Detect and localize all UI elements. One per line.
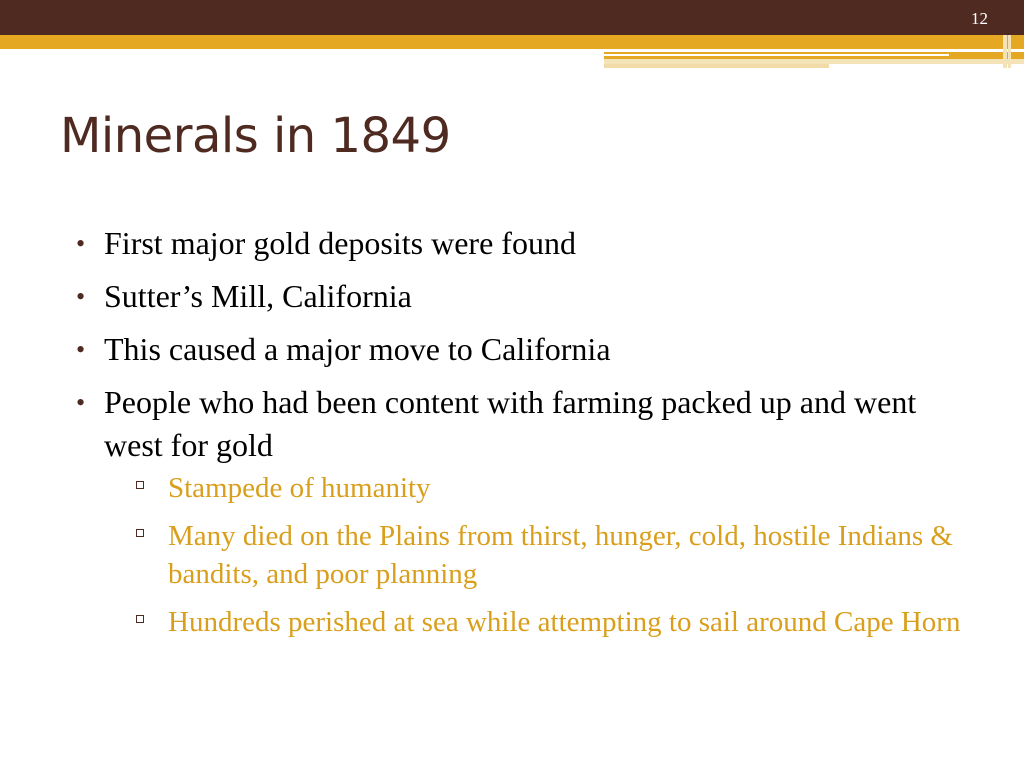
decorative-bar	[1003, 35, 1007, 68]
decorative-bar	[1008, 35, 1011, 68]
bullet-marker-icon: •	[76, 388, 86, 417]
bullet-marker-icon: •	[76, 229, 86, 258]
slide-number: 12	[971, 9, 988, 28]
sub-bullet-item	[136, 469, 976, 507]
sub-bullet-text: Many died on the Plains from thirst, hunger, cold, hostile Indians & bandits, and poor planning	[168, 520, 953, 590]
slide-title: Minerals in 1849	[60, 108, 451, 164]
decorative-line	[604, 54, 949, 56]
square-bullet-icon	[136, 615, 144, 623]
bullet-item	[76, 381, 976, 641]
sub-bullet-item	[136, 517, 976, 593]
decorative-strip	[604, 64, 829, 68]
bullet-text: People who had been content with farming packed up and went west for gold	[104, 384, 917, 463]
bullet-text: Sutter’s Mill, California	[104, 278, 412, 314]
header-gold-band	[0, 35, 1024, 49]
bullet-marker-icon: •	[76, 282, 86, 311]
bullet-text: This caused a major move to California	[104, 331, 611, 367]
bullet-marker-icon: •	[76, 335, 86, 364]
sub-bullet-text: Stampede of humanity	[168, 472, 431, 504]
square-bullet-icon	[136, 481, 144, 489]
bullet-item	[76, 275, 976, 318]
square-bullet-icon	[136, 529, 144, 537]
header-bar	[0, 0, 1024, 35]
bullet-item	[76, 222, 976, 265]
bullet-list	[76, 222, 976, 641]
sub-bullet-item	[136, 603, 976, 641]
bullet-item	[76, 328, 976, 371]
sub-bullet-text: Hundreds perished at sea while attempting to sail around Cape Horn	[168, 606, 961, 638]
bullet-text: First major gold deposits were found	[104, 225, 576, 261]
sub-bullet-list	[104, 469, 976, 641]
slide-content	[76, 222, 976, 651]
